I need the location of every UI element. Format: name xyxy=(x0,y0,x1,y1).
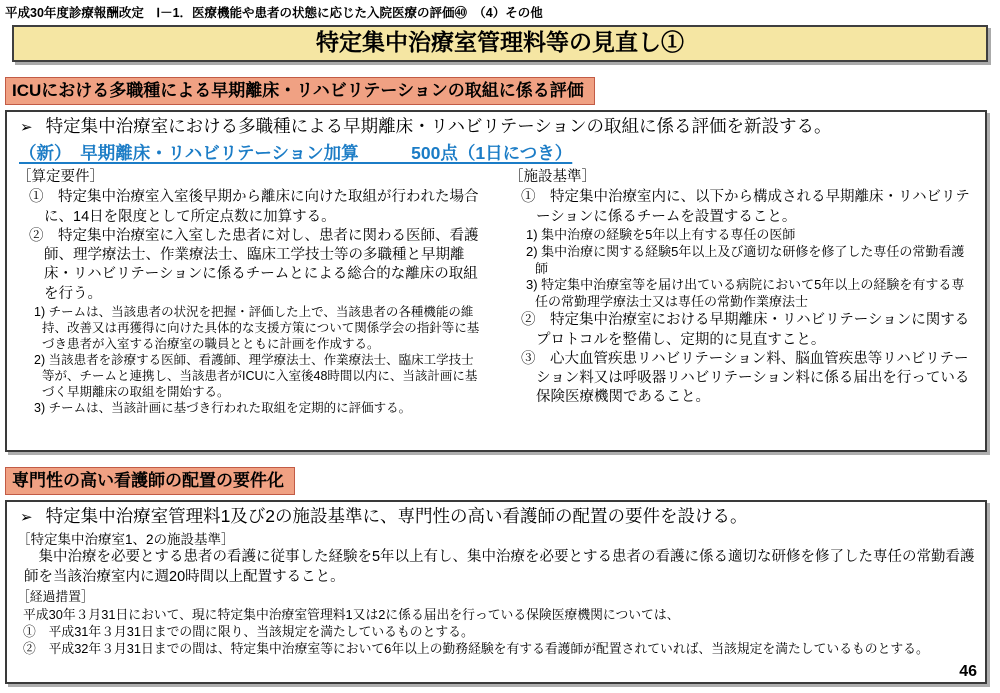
calculation-requirements-column xyxy=(17,168,485,416)
section1-box xyxy=(5,110,987,452)
calc-req-note-1: 1) チームは、当該患者の状況を把握・評価した上で、当該患者の各種機能の維持、改善又は再獲得に向けた具体的な支援方策について関係学会の指針等に基づき患者が入室する治療室の職員とともに計画を作成する。 xyxy=(34,304,480,351)
section1-header: ICUにおける多職種による早期離床・リハビリテーションの取組に係る評価 xyxy=(5,77,595,105)
section2-bullet-line xyxy=(17,505,977,529)
section1-columns xyxy=(17,168,977,416)
section1-bullet-line xyxy=(17,115,977,139)
transitional-item-2: ② 平成32年３月31日までの間は、特定集中治療室等において6年以上の勤務経験を有する看護師が配置されていれば、当該規定を満たしているものとする。 xyxy=(23,640,929,656)
section2-box xyxy=(5,500,987,684)
icu-facility-standards-text: 集中治療を必要とする患者の看護に従事した経験を5年以上有し、集中治療を必要とする患者の看護に係る適切な研修を修了した専任の常勤看護師を当該治療室内に週20時間以上配置すること。 xyxy=(24,549,975,585)
facility-std-subitem-3: 3) 特定集中治療室等を届け出ている病院において5年以上の経験を有する専任の常勤理学療法士又は専任の常勤作業療法士 xyxy=(526,277,965,310)
arrow-bullet-icon: ➢ xyxy=(20,509,33,527)
facility-std-item-1: ① 特定集中治療室内に、以下から構成される早期離床・リハビリテーションに係るチームを設置すること。 xyxy=(521,189,970,225)
calc-req-note-3: 3) チームは、当該計画に基づき行われた取組を定期的に評価する。 xyxy=(34,400,412,415)
transitional-measures-intro: 平成30年３月31日において、現に特定集中治療室管理料1又は2に係る届出を行っている保険医療機関については、 xyxy=(23,606,680,622)
facility-std-item-2: ② 特定集中治療室における早期離床・リハビリテーションに関するプロトコルを整備し、定期的に見直すこと。 xyxy=(521,312,970,348)
facility-std-subitem-2: 2) 集中治療に関する経験5年以上及び適切な研修を修了した専任の常勤看護師 xyxy=(526,243,965,276)
section1-bullet-text: 特定集中治療室における多職種による早期離床・リハビリテーションの取組に係る評価を新設する。 xyxy=(45,116,832,136)
calc-req-item-2: ② 特定集中治療室に入室した患者に対し、患者に関わる医師、看護師、理学療法士、作業療法士、臨床工学技士等の多職種と早期離床・リハビリテーションに係るチームとによる総合的な離床の取組を行う。 xyxy=(29,227,479,302)
page-number: 46 xyxy=(959,663,977,681)
arrow-bullet-icon: ➢ xyxy=(20,119,33,136)
new-addition-line: （新） 早期離床・リハビリテーション加算 500点（1日につき） xyxy=(19,142,573,163)
calc-req-note-2: 2) 当該患者を診療する医師、看護師、理学療法士、作業療法士、臨床工学技士等が、チームと連携し、当該患者がICUに入室後48時間以内に、当該計画に基づく早期離床の取組を開始する。 xyxy=(34,352,478,399)
facility-standards-heading: ［施設基準］ xyxy=(509,169,596,186)
transitional-item-1: ① 平成31年３月31日までの間に限り、当該規定を満たしているものとする。 xyxy=(23,623,474,639)
calculation-requirements-heading: ［算定要件］ xyxy=(17,169,104,186)
section2-header: 専門性の高い看護師の配置の要件化 xyxy=(5,467,295,495)
breadcrumb: 平成30年度診療報酬改定 Ⅰ－1．医療機能や患者の状態に応じた入院医療の評価㊵ （4）その他 xyxy=(5,6,543,20)
transitional-measures-heading: ［経過措置］ xyxy=(17,588,94,604)
icu-facility-standards-heading: ［特定集中治療室1、2の施設基準］ xyxy=(17,531,235,547)
calc-req-item-1: ① 特定集中治療室入室後早期から離床に向けた取組が行われた場合に、14日を限度として所定点数に加算する。 xyxy=(29,189,479,225)
section2-bullet-text: 特定集中治療室管理料1及び2の施設基準に、専門性の高い看護師の配置の要件を設ける。 xyxy=(45,506,748,527)
facility-standards-column xyxy=(509,168,977,416)
facility-std-subitem-1: 1) 集中治療の経験を5年以上有する専任の医師 xyxy=(526,226,796,242)
page-title: 特定集中治療室管理料等の見直し① xyxy=(12,25,988,62)
facility-std-item-3: ③ 心大血管疾患リハビリテーション料、脳血管疾患等リハビリテーション料又は呼吸器リハビリテーション料に係る届出を行っている保険医療機関であること。 xyxy=(521,350,970,406)
